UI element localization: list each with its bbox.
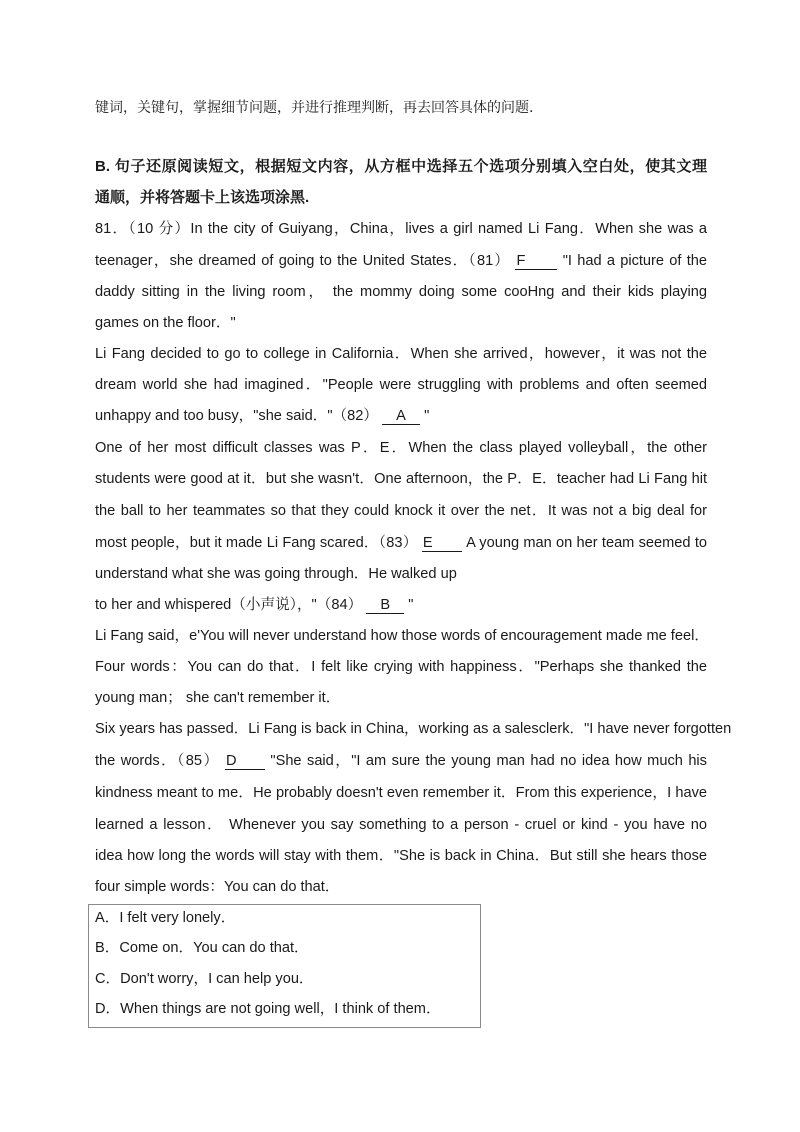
passage-text: " [408, 597, 414, 613]
passage-line [95, 251, 707, 271]
answer-blank-83[interactable]: E [422, 535, 462, 552]
answer-blank-81[interactable]: F [515, 253, 557, 270]
passage-line: idea how long the words will stay with them．"She is back in China．But still she hears those [95, 848, 707, 864]
option-d[interactable]: D．When things are not going well，I think of them． [95, 1001, 441, 1017]
passage-text: " [424, 408, 430, 424]
passage-line [95, 751, 707, 771]
passage-text: the words．（85） [95, 753, 220, 769]
passage-text: "She said，"I am sure the young man had no idea how much his [270, 753, 707, 769]
passage-line: Li Fang said，e'You will never understand how those words of encouragement made me feel． [95, 628, 709, 644]
passage-line: young man； she can't remember it． [95, 690, 341, 706]
section-heading-line2: 通顺，并将答题卡上该选项涂黑. [95, 189, 310, 206]
passage-line: students were good at it．but she wasn't．One afternoon，the P．E．teacher had Li Fang hit [95, 471, 707, 487]
passage-text: most people，but it made Li Fang scared．（83） [95, 535, 418, 551]
answer-blank-82[interactable]: A [382, 408, 420, 425]
passage-line: understand what she was going through．He walked up [95, 566, 457, 582]
passage-line [95, 406, 707, 426]
passage-line: four simple words：You can do that． [95, 879, 340, 895]
passage-text: to her and whispered（小声说），"（84） [95, 597, 363, 613]
options-box [88, 904, 481, 1028]
passage-line: Four words：You can do that．I felt like crying with happiness．"Perhaps she thanked the [95, 659, 707, 675]
passage-line: games on the floor．" [95, 315, 236, 331]
passage-text: unhappy and too busy，"she said．"（82） [95, 408, 378, 424]
intro-line: 键词，关键句，掌握细节问题，并进行推理判断，再去回答具体的问题. [95, 100, 534, 116]
passage-line: the ball to her teammates so that they could knock it over the net．It was not a big deal for [95, 503, 707, 519]
passage-line: learned a lesson． Whenever you say something to a person - cruel or kind - you have no [95, 817, 707, 833]
option-c[interactable]: C．Don't worry，I can help you． [95, 971, 314, 987]
passage-line: Six years has passed．Li Fang is back in China，working as a salesclerk．"I have never forgotten [95, 721, 732, 737]
passage-line [95, 595, 707, 615]
passage-line: daddy sitting in the living room， the mommy doing some cooHng and their kids playing [95, 284, 707, 300]
answer-blank-85[interactable]: D [225, 753, 265, 770]
passage-line: 81．（10 分）In the city of Guiyang，China，lives a girl named Li Fang．When she was a [95, 221, 707, 237]
passage-text: "I had a picture of the [562, 253, 707, 269]
section-heading-line1: B. 句子还原阅读短文，根据短文内容，从方框中选择五个选项分别填入空白处，使其文理 [95, 158, 707, 175]
passage-line: dream world she had imagined．"People were struggling with problems and often seemed [95, 377, 707, 393]
option-b[interactable]: B．Come on．You can do that． [95, 940, 309, 956]
passage-text: teenager，she dreamed of going to the United States．（81） [95, 253, 511, 269]
passage-text: A young man on her team seemed to [466, 535, 707, 551]
option-a[interactable]: A．I felt very lonely． [95, 910, 236, 926]
answer-blank-84[interactable]: B [366, 597, 404, 614]
passage-line [95, 533, 707, 553]
passage-line: Li Fang decided to go to college in California．When she arrived，however，it was not the [95, 346, 707, 362]
passage-line: kindness meant to me．He probably doesn't even remember it．From this experience，I have [95, 785, 707, 801]
passage-line: One of her most difficult classes was P．E．When the class played volleyball，the other [95, 440, 707, 456]
